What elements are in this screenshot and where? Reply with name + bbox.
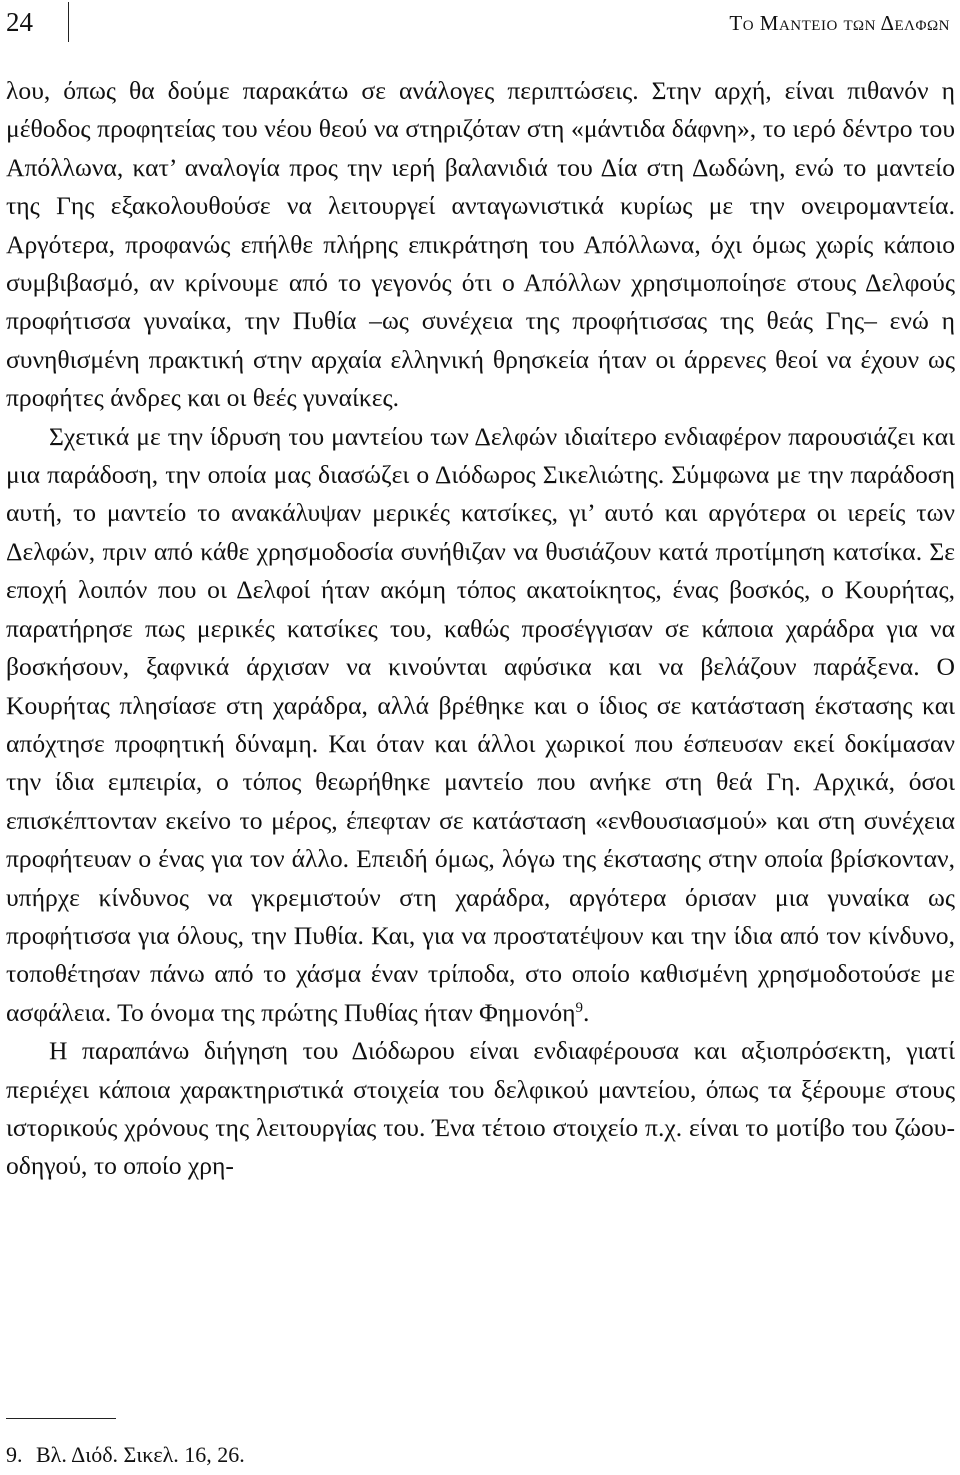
paragraph-2-tail: . (583, 997, 590, 1027)
body-text (6, 72, 955, 1186)
running-head-text: Το Μαντειο των Δελφων (729, 11, 950, 35)
page-number: 24 (6, 7, 33, 37)
paragraph-3: Η παραπάνω διήγηση του Διόδωρου είναι ενδιαφέρουσα και αξιοπρόσεκτη, γιατί περιέχει κάποια χαρακτηριστικά στοιχεία του δελφικού μαντείου, όπως τα ξέρουμε στους ιστορικούς χρόνους της λειτουργίας του. Ένα τέτοιο στοιχείο π.χ. είναι το μοτίβο του ζώου-οδηγού, το οποίο χρη- (6, 1036, 955, 1181)
paragraph-1: λου, όπως θα δούμε παρακάτω σε ανάλογες περιπτώσεις. Στην αρχή, είναι πιθανόν η μέθοδος προφητείας του νέου θεού να στηριζόταν στη «μάντιδα δάφνη», το ιερό δέντρο του Απόλλωνα, κατ’ αναλογία προς την ιερή βαλανιδιά του Δία στη Δωδώνη, ενώ το μαντείο της Γης εξακολουθούσε να λειτουργεί ανταγωνιστικά κυρίως με την ονειρομαντεία. Αργότερα, προφανώς επήλθε πλήρης επικράτηση του Απόλλωνα, όχι όμως χωρίς κάποιο συμβιβασμό, αν κρίνουμε από το γεγονός ότι ο Απόλλων χρησιμοποίησε στους Δελφούς προφήτισσα γυναίκα, την Πυθία –ως συνέχεια της προφήτισσας της θεάς Γης– ενώ η συνηθισμένη πρακτική στην αρχαία ελληνική θρησκεία ήταν οι άρρενες θεοί να έχουν ως προφήτες άνδρες και οι θεές γυναίκες. (6, 76, 955, 413)
running-head (729, 6, 950, 40)
paragraph-2 (6, 418, 955, 1033)
footnote-reference[interactable]: 9 (575, 999, 584, 1016)
footnote-number: 9. (6, 1442, 23, 1467)
footnote-text: Βλ. Διόδ. Σικελ. 16, 26. (36, 1442, 245, 1467)
page-header (0, 0, 960, 44)
footnote (6, 1440, 245, 1470)
footnote-divider (6, 1418, 116, 1419)
header-divider (68, 2, 69, 42)
paragraph-2-text: Σχετικά με την ίδρυση του μαντείου των Δελφών ιδιαίτερο ενδιαφέρον παρουσιάζει και μια παράδοση, την οποία μας διασώζει ο Διόδωρος Σικελιώτης. Σύμφωνα με την παράδοση αυτή, το μαντείο το ανακάλυψαν μερικές κατσίκες, γι’ αυτό και αργότερα οι ιερείς των Δελφών, πριν από κάθε χρησμοδοσία συνήθιζαν να θυσιάζουν κατά προτίμηση κατσίκα. Σε εποχή λοιπόν που οι Δελφοί ήταν ακόμη τόπος ακατοίκητος, ένας βοσκός, ο Κουρήτας, παρατήρησε πως μερικές κατσίκες του, καθώς προσέγγισαν σε κάποια χαράδρα για να βοσκήσουν, ξαφνικά άρχισαν να κινούνται αφύσικα και να βελάζουν παράξενα. Ο Κουρήτας πλησίασε στη χαράδρα, αλλά βρέθηκε και ο ίδιος σε κατάσταση έκστασης και απόχτησε προφητική δύναμη. Και όταν και άλλοι χωρικοί που έσπευσαν εκεί δοκίμασαν την ίδια εμπειρία, ο τόπος θεωρήθηκε μαντείο που ανήκε στη θεά Γη. Αρχικά, όσοι επισκέπτονταν εκείνο το μέρος, έπεφταν σε κατάσταση «ενθουσιασμού» και στη συνέχεια προφήτευαν ο ένας για τον άλλο. Επειδή όμως, λόγω της έκστασης στην οποία βρίσκονταν, υπήρχε κίνδυνος να γκρεμιστούν στη χαράδρα, αργότερα όρισαν μια γυναίκα ως προφήτισσα για όλους, την Πυθία. Και, για να προστατέψουν και την ίδια από τον κίνδυνο, τοποθέτησαν πάνω από το χάσμα έναν τρίποδα, στο οποίο καθισμένη χρησμοδοτούσε με ασφάλεια. Το όνομα της πρώτης Πυθίας ήταν Φημονόη (6, 421, 955, 1027)
